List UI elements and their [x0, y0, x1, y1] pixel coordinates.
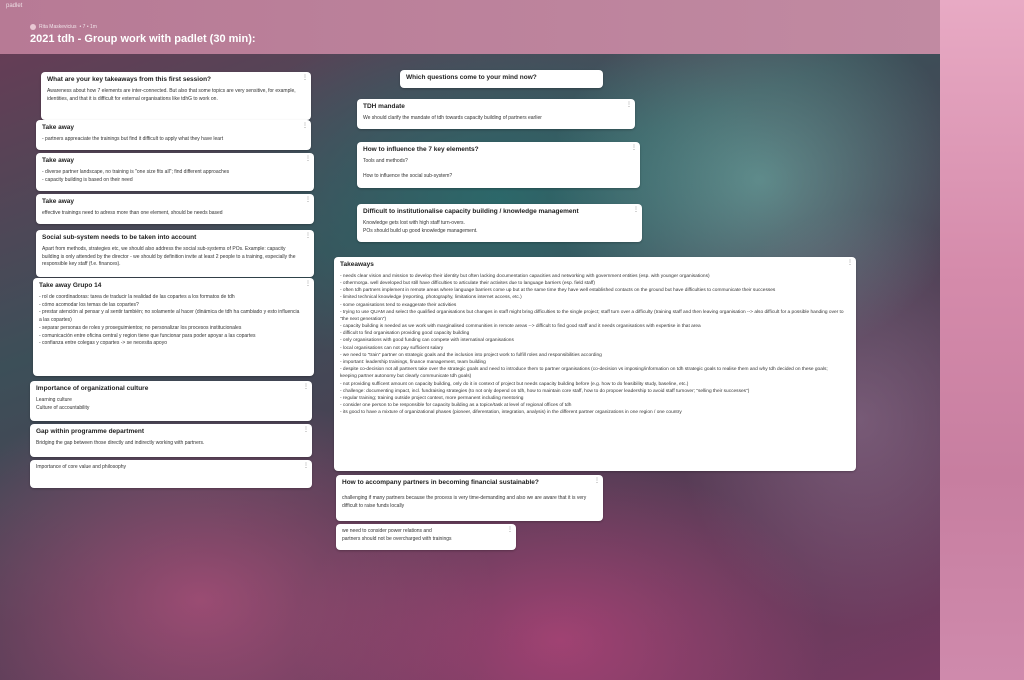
post-menu-icon[interactable]: ⋮: [302, 123, 308, 129]
post-title: Difficult to institutionalise capacity building / knowledge management: [363, 208, 579, 215]
post-menu-icon[interactable]: ⋮: [305, 156, 311, 162]
post-title: How to accompany partners in becoming financial sustainable?: [342, 479, 539, 486]
post-body: we need to consider power relations and partners should not be overcharged with trainings: [342, 528, 452, 542]
post-title: TDH mandate: [363, 103, 405, 110]
post-body: Importance of core value and philosophy: [36, 464, 127, 470]
post-title: Take away Grupo 14: [39, 282, 102, 289]
post-body: Awareness about how 7 elements are inter-connected. But also that some topics are very sensitive, for example, identities, and that it is difficult for external organisations like tdhG to work on.: [47, 87, 296, 102]
post-title: Social sub-system needs to be taken into account: [42, 234, 197, 241]
post-card-institutionalise[interactable]: [357, 204, 642, 242]
post-title: How to influence the 7 key elements?: [363, 146, 479, 153]
author-name[interactable]: Rita Maskevicius: [39, 24, 77, 30]
post-title: Importance of organizational culture: [36, 385, 149, 392]
board-meta: • 7 • 1m: [79, 24, 97, 30]
author-line: [30, 24, 97, 30]
post-title: Gap within programme department: [36, 428, 144, 435]
post-title: Which questions come to your mind now?: [406, 74, 537, 81]
post-body: We should clarify the mandate of tdh towards capacity building of partners earlier: [363, 114, 542, 121]
post-card-grupo-14[interactable]: [33, 278, 314, 376]
post-title: Take away: [42, 157, 75, 164]
post-card-organizational-culture[interactable]: [30, 381, 312, 421]
padlet-logo[interactable]: padlet: [6, 3, 23, 9]
post-body: - diverse partner landscape, no training is "one size fits all"; find different approaches - capacity building is based on their need: [42, 168, 230, 183]
post-card-take-away-2[interactable]: [36, 153, 314, 191]
post-card-financial-sustainability[interactable]: [336, 475, 603, 521]
post-menu-icon[interactable]: ⋮: [507, 527, 513, 533]
post-card-programme-gap[interactable]: [30, 424, 312, 457]
board-header: [0, 0, 940, 54]
post-menu-icon[interactable]: ⋮: [303, 427, 309, 433]
post-body: challenging if many partners because the process is very time-demanding and also we are aware that it is very difficult to raise funds locally: [342, 494, 587, 509]
post-menu-icon[interactable]: ⋮: [631, 145, 637, 151]
post-body: Apart from methods, strategies etc, we should also address the social sub-systems of POs. Example: capacity building is only attended by the director - we should by definition invite at least 2 people to a training, especially the responsible key staff (f.e. finances).: [42, 245, 296, 268]
post-card-questions-heading[interactable]: [400, 70, 603, 88]
post-card-takeaways[interactable]: [334, 257, 856, 471]
post-body: Bridging the gap between those directly and indirectly working with partners.: [36, 439, 205, 446]
post-card-take-away-1[interactable]: [36, 120, 311, 150]
post-menu-icon[interactable]: ⋮: [305, 281, 311, 287]
post-menu-icon[interactable]: ⋮: [626, 102, 632, 108]
post-menu-icon[interactable]: ⋮: [633, 207, 639, 213]
post-menu-icon[interactable]: ⋮: [305, 197, 311, 203]
post-body: - needs clear vision and mission to develop their identity but often lacking documentation capacities and networking with government entities (esp. with younger organisations) - othermorga. well developed but still have difficulties to articulate their activites due to language barriers (esp. field staff) - often tdh partners implement in remote areas where language barriers come up but at the same time they have well established contacts on the ground but have difficulties to communicate their successes - limited technical knowledge (reporting, photography, limitations internet access, etc.) - some organisations tend to exaggerate their activities - trying to use QUAM and select the qualified organisations but changes in staff might bring difficulties to the single project; staff turn over a difficulty (training staff and then leaving organisation --> also difficult for a possible handing over to "the next generation") - capacity building is needed as we work with marginalised communities in remote areas --> difficult to find good staff and it needs organisations with expertise in that area - difficult to find organisation providing good capacity building - only organisations with good funding can compete with internatinal organisations - local organisations can not pay sufficient salary - we need to "train" partner on strategic goals and the inclusion into project work to fulfill roles and responsibilities according - important: leadership trainings, finance management, team building - despite co-decision not all partners take over the strategic goals and need to introduce them to partner organisations (co-decision vs imposing/information on tdh strategic goals to realise them and why tdh decided on these goals; keeping partner autonomy but clearly communicate tdh goals) - not providing sufficent amount on capacity building, only do it in context of project but needs capacity building before (e.g. how to do feasibility study, baseline, etc.) - challenge: documenting impact, incl. fundraising strategies (to not only depend on tdh, how to maintain core staff, how to do propoer leadership to avoid staff turnover; "selling their successes") - regular training; training outside project context, more permanent including mentoring - consider one person to be responsible for capacity building as a topice/task at level of regional offices of tdh - its good to have a mixture of organizational phases (pioneer, diferentation, integration, analysis) in the different partner organizations in one region / one country: [340, 273, 844, 416]
post-menu-icon[interactable]: ⋮: [303, 384, 309, 390]
post-body: - partners appreaciate the trainings but find it difficult to apply what they have leart: [42, 135, 224, 142]
post-title: Take away: [42, 124, 75, 131]
post-card-key-takeaways[interactable]: [41, 72, 311, 120]
post-title: Take away: [42, 198, 75, 205]
post-menu-icon[interactable]: ⋮: [594, 478, 600, 484]
post-menu-icon[interactable]: ⋮: [303, 463, 309, 469]
post-card-take-away-3[interactable]: [36, 194, 314, 224]
author-avatar[interactable]: [30, 24, 36, 30]
board-title: 2021 tdh - Group work with padlet (30 min):: [30, 33, 256, 45]
post-menu-icon[interactable]: ⋮: [847, 260, 853, 266]
post-menu-icon[interactable]: ⋮: [302, 75, 308, 81]
post-body: Knowledge gets lost with high staff turn-overs. POs should build up good knowledge management.: [363, 219, 478, 234]
post-body: Learning culture Culture of accountability: [36, 396, 90, 411]
post-card-influence-7-elements[interactable]: [357, 142, 640, 188]
right-background-strip: [940, 0, 1024, 680]
post-body: Tools and methods? How to influence the social sub-system?: [363, 157, 453, 180]
post-card-tdh-mandate[interactable]: [357, 99, 635, 129]
post-title: What are your key takeaways from this first session?: [47, 76, 212, 83]
post-card-social-sub-system[interactable]: [36, 230, 314, 277]
post-title: Takeaways: [340, 261, 374, 268]
post-card-power-relations[interactable]: [336, 524, 516, 550]
post-body: effective trainings need to adress more than one element, should be needs based: [42, 209, 223, 216]
post-card-core-value[interactable]: [30, 460, 312, 488]
post-menu-icon[interactable]: ⋮: [305, 233, 311, 239]
post-body: - rol de coordinadoras: tarea de traducir la realidad de las copartes a los formatos de tdh - cómo acomodar los temas de las copartes? - prestar atención al pensar y al sentir también; no solamente al hacer (dinámica de tdh ha cambiado y esto influencia a las copartes) - separar personas de roles y proseguimientos; no personalizar los procesos institucionales - comunicación entre oficina central y region tiene que funcionar para poder apoyar a las copartes - confianza entre colegas y copartes -> se necesita apoyo: [39, 293, 300, 347]
